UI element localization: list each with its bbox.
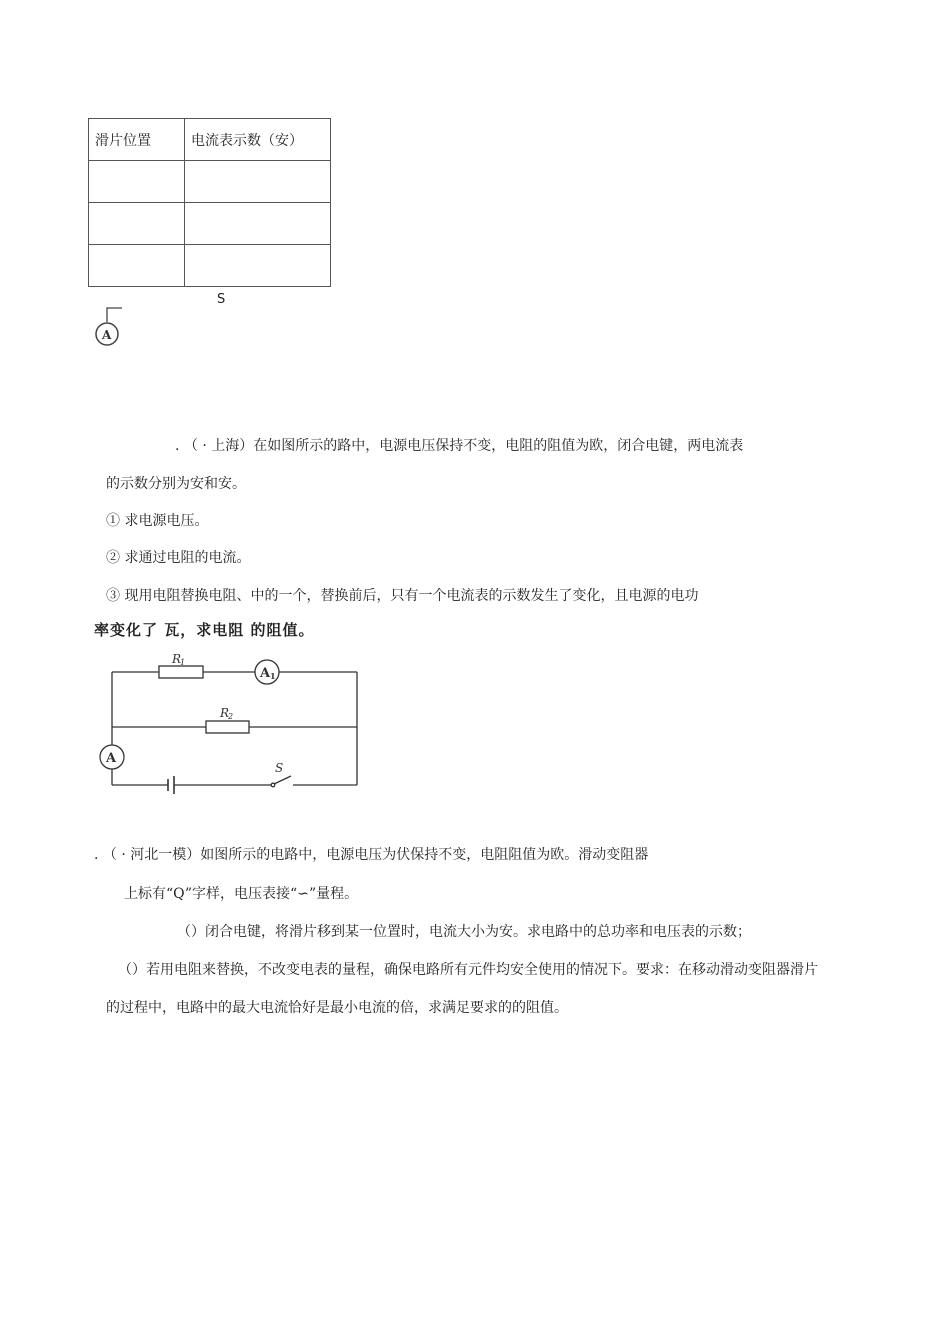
- problem2-question2-continued: 的过程中，电路中的最大电流恰好是最小电流的倍，求满足要求的的阻值。: [106, 1000, 568, 1016]
- a-label: A: [106, 751, 117, 766]
- problem1-question2: ② 求通过电阻的电流。: [106, 550, 251, 566]
- ammeter-fragment-figure: [90, 300, 130, 352]
- switch-label: S: [217, 292, 226, 307]
- data-table: [88, 118, 331, 287]
- problem1-question1: ① 求电源电压。: [106, 513, 209, 529]
- table-header-row: [89, 119, 331, 161]
- switch-s-label: S: [275, 761, 284, 775]
- table-cell: [89, 203, 185, 245]
- table-row: [89, 203, 331, 245]
- table-header-cell: 滑片位置: [89, 119, 185, 161]
- a1-subscript: 1: [270, 671, 276, 681]
- problem2-question2: （）若用电阻来替换，不改变电表的量程，确保电路所有元件均安全使用的情况下。要求：在移动滑动变阻器滑片: [118, 962, 818, 978]
- wire: [107, 308, 122, 322]
- a1-label: A: [260, 666, 271, 681]
- problem1-line1: . （ · 上海）在如图所示的路中，电源电压保持不变，电阻的阻值为欧，闭合电键，两电流表: [175, 438, 744, 454]
- circuit-diagram: [95, 645, 370, 795]
- table-row: [89, 161, 331, 203]
- r2-label: R: [220, 706, 230, 720]
- problem1-line2: 的示数分别为安和安。: [106, 476, 246, 492]
- r1-subscript: 1: [180, 658, 186, 667]
- table-cell: [185, 203, 331, 245]
- problem2-line2: 上标有“Q”字样，电压表接“∽”量程。: [124, 886, 359, 902]
- ammeter-label: A: [102, 328, 112, 342]
- r2-subscript: 2: [228, 712, 234, 721]
- table-cell: [185, 161, 331, 203]
- table-cell: [185, 245, 331, 287]
- table-row: [89, 245, 331, 287]
- resistor-r1: [159, 666, 203, 678]
- table-cell: [89, 161, 185, 203]
- r1-label: R: [172, 652, 182, 666]
- problem2-question1: （）闭合电键，将滑片移到某一位置时，电流大小为安。求电路中的总功率和电压表的示数；: [177, 924, 751, 940]
- problem2-line1: . （ · 河北一模）如图所示的电路中，电源电压为伏保持不变，电阻阻值为欧。滑动变阻器: [94, 847, 649, 863]
- problem1-question3-continued: 率变化了 瓦，求电阻 的阻值。: [94, 621, 315, 639]
- table-header-cell: 电流表示数（安）: [185, 119, 331, 161]
- table-cell: [89, 245, 185, 287]
- resistor-r2: [206, 721, 249, 733]
- problem1-question3: ③ 现用电阻替换电阻、中的一个，替换前后，只有一个电流表的示数发生了变化，且电源的电功: [106, 588, 699, 604]
